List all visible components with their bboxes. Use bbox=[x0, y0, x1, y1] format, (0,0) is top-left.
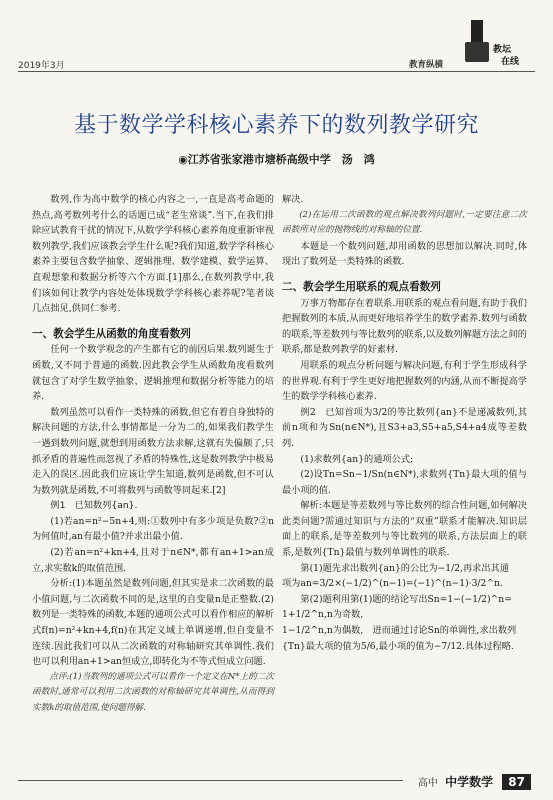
section-heading-2: 二、教会学生用联系的观点看数列 bbox=[282, 280, 441, 293]
section-heading-1: 一、教会学生从函数的角度看数列 bbox=[32, 327, 191, 340]
example-1-heading: 例1 已知数列{an}. bbox=[50, 500, 138, 512]
page-number: 87 bbox=[502, 774, 531, 790]
example-2-heading: 例2 已知首项为3/2的等比数列{an}不是递减数列,其前n项和为Sn(n∈N*),且S3+a3,S5+a5,S4+a4成等差数列. bbox=[282, 406, 527, 449]
paragraph: 用联系的观点分析问题与解决问题,有利于学生形成科学的世界观.有利于学生更好地把握数列的内涵,从而不断提高学生的数学学科核心素养. bbox=[282, 359, 527, 403]
paragraph: 本题是一个数列问题,却用函数的思想加以解决.同时,体现出了数列是一类特殊的函数. bbox=[282, 240, 527, 268]
header-divider bbox=[18, 71, 535, 72]
example-2-part-2: (2)设Tn=Sn−1/Sn(n∈N*),求数列{Tn}最大项的值与最小项的值. bbox=[282, 469, 527, 496]
example-1-part-1: (1)若an=n²−5n+4,则:①数列中有多少项是负数?②n为何值时,an有最小值?并求出最小值. bbox=[32, 515, 274, 543]
header-column: 教育纵横 bbox=[408, 60, 443, 70]
example-2-analysis: 解析:本题是等差数列与等比数列的综合性问题,如何解决此类问题?需通过知识与方法的“双重”联系才能解决.知识层面上的联系,是等差数列与等比数列的联系,方法层面上的联系,是数列{Tn}最值与数列单调性的联系. bbox=[282, 500, 527, 559]
paragraph: 任何一个数学观念的产生都有它的前因后果.数列诞生于函数,又不同于普通的函数.因此教会学生从函数角度看数列就包含了对学生数学抽象、逻辑推理和数据分析等能力的培养. bbox=[32, 344, 274, 403]
example-2-part-1: (1)求数列{an}的通项公式; bbox=[300, 453, 414, 465]
continuation-text: 解决. bbox=[282, 194, 304, 205]
right-column bbox=[282, 192, 527, 654]
left-column bbox=[32, 192, 274, 717]
footer-prefix: 高中 bbox=[417, 778, 438, 789]
example-1-comment: 点评:(1)当数列的通项公式可以看作一个定义在N*上的二次函数时,通常可以利用二次函数的对称轴研究其单调性,从而得到实数k的取值范围,使问题得解. bbox=[32, 671, 274, 713]
page-footer bbox=[418, 773, 531, 790]
comment-note-2: (2)在运用二次函数的观点解决数列问题时,一定要注意二次函数所对应的抛物线的对称轴的位置. bbox=[282, 209, 527, 236]
header-date: 2019年3月 bbox=[18, 61, 65, 71]
logo-word-1: 教坛 bbox=[493, 45, 512, 55]
example-1-analysis: 分析:(1)本题虽然是数列问题,但其实是求二次函数的最小值问题,与二次函数不同的是,这里的自变量n是正整数.(2)数列是一类特殊的函数,本题的通项公式可以看作相应的解析式f(n)=n²+kn+4,f(n)在其定义域上单调递增,但自变量不连续.因此我们可以从二次函数的对称轴研究其单调性.我们也可以利用an+1>an恒成立,即转化为不等式恒成立问题. bbox=[32, 578, 274, 668]
solution-step-1b: 项为an=3/2×(−1/2)^(n−1)=(−1)^(n−1)·3/2^n. bbox=[282, 578, 503, 590]
solution-step-2a: 第(2)题利用第(1)题的结论写出Sn=1−(−1/2)^n= bbox=[300, 593, 512, 605]
logo-book-icon bbox=[465, 42, 489, 62]
example-1-part-2: (2)若an=n²+kn+4,且对于n∈N*,都有an+1>an成立,求实数k的取值范围. bbox=[32, 547, 274, 574]
solution-step-1a: 第(1)题先求出数列{an}的公比为−1/2,再求出其通 bbox=[300, 562, 509, 574]
journal-brand: 中学数学 bbox=[445, 775, 494, 789]
solution-step-2d: {Tn}最大项的值为5/6,最小项的值为−7/12.具体过程略. bbox=[282, 640, 514, 652]
solution-step-2c: 1−1/2^n,n为偶数, 进而通过讨论Sn的单调性,求出数列 bbox=[282, 625, 517, 637]
intro-paragraph: 数列,作为高中数学的核心内容之一,一直是高考命题的热点,高考数列考什么的话题已成“老生常谈”.当下,在我们排除应试教育干扰的情况下,从数学学科核心素养角度重新审视数列教学,我们应该教会学生什么呢?我们知道,数学学科核心素养主要包含数学抽象、逻辑推理、数学建模、数学运算、直观想象和数据分析等六个方面.[1]那么,在数列教学中,我们该如何让教学内容处处体现数学学科核心素养呢?笔者谈几点拙见,供同仁参考. bbox=[32, 194, 274, 315]
paragraph: 万事万物都存在着联系.用联系的观点看问题,有助于我们把握数列的本质,从而更好地培养学生的数学素养.数列与函数的联系,等差数列与等比数列的联系,以及数列解题方法之间的联系,都是数列教学的好素材. bbox=[282, 297, 527, 356]
paragraph: 数列虽然可以看作一类特殊的函数,但它有着自身独特的解决问题的方法,什么事情都是一分为二的,如果我们教学生一遇到数列问题,就想到用函数方法求解,这就有失偏颇了,只抓矛盾的普遍性而忽视了矛盾的特殊性,这是数列教学中极易走入的误区.因此我们应该让学生知道,数列是函数,但不可认为数列就是函数,不可将数列与函数等同起来.[2] bbox=[32, 406, 274, 496]
column-logo bbox=[457, 20, 529, 66]
article-author: ◉江苏省张家港市塘桥高级中学 汤 鸿 bbox=[178, 153, 375, 166]
solution-step-2b: 1+1/2^n,n为奇数, bbox=[282, 609, 364, 621]
logo-word-2: 在线 bbox=[501, 57, 520, 67]
article-title: 基于数学学科核心素养下的数列教学研究 bbox=[73, 113, 479, 138]
footer-divider bbox=[18, 780, 403, 781]
